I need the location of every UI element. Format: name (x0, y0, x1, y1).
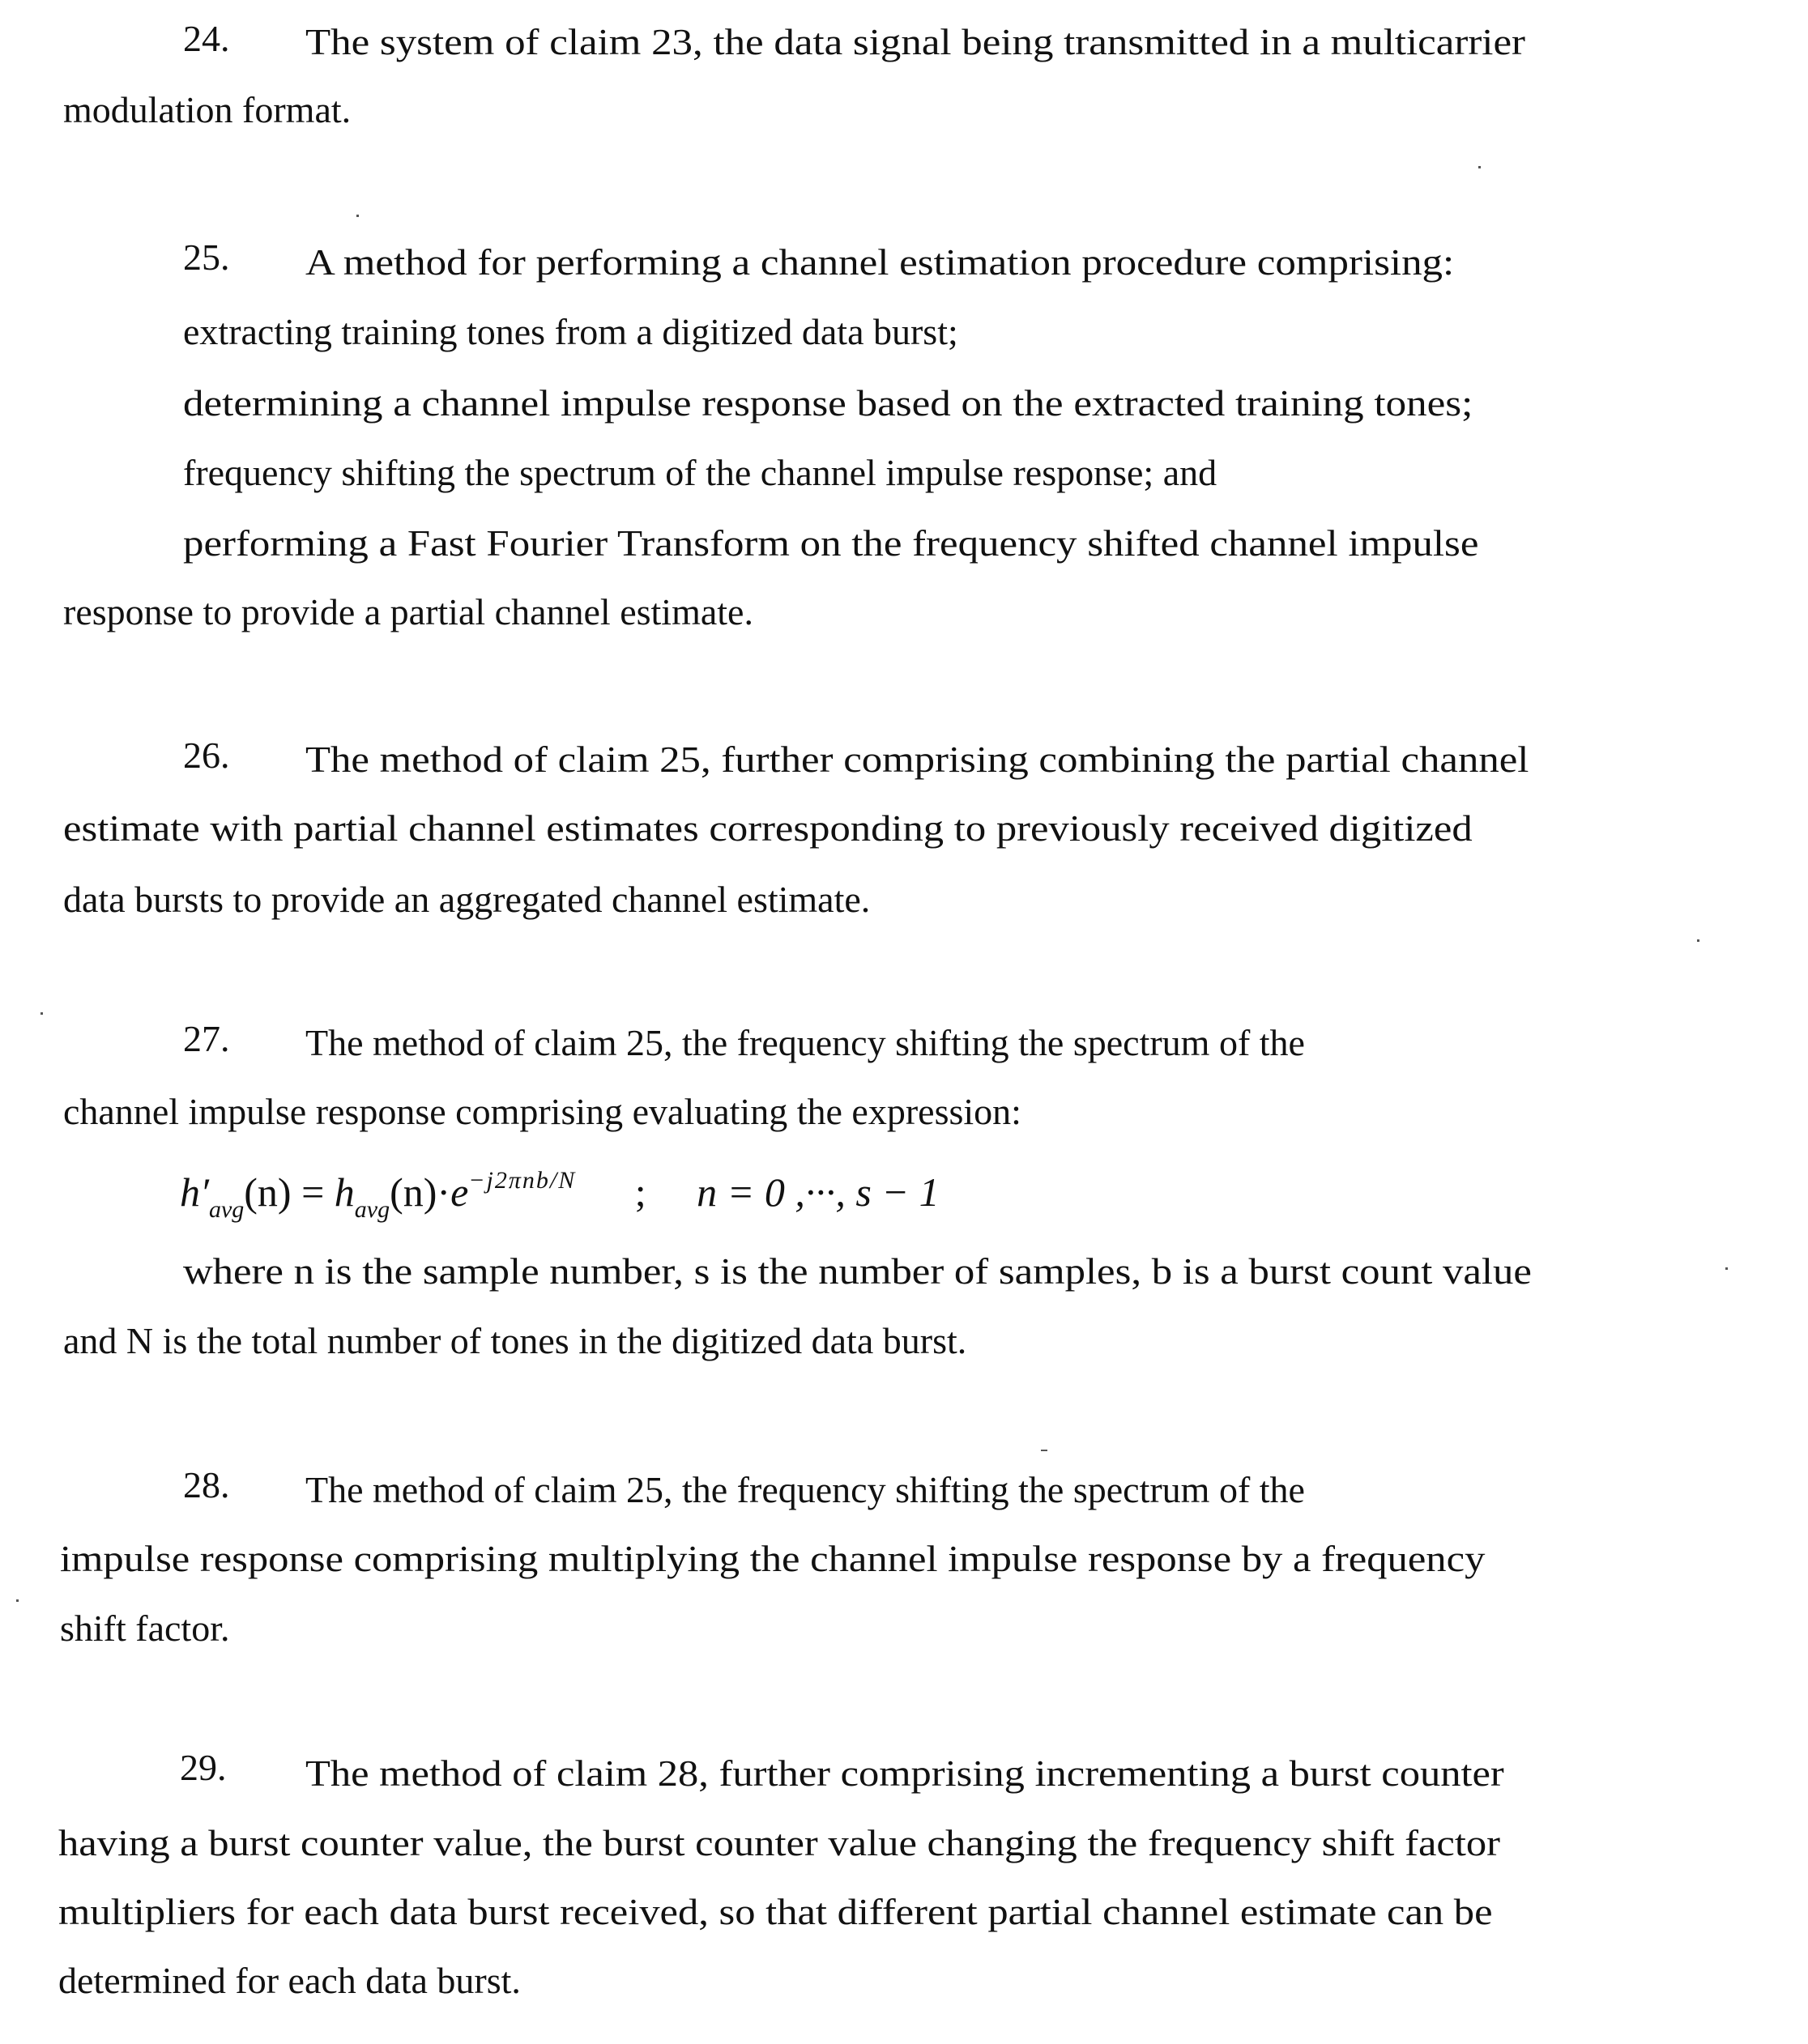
eq-rhs-subscript: avg (354, 1196, 390, 1223)
scan-speck (1697, 939, 1699, 942)
eq-rhs-symbol: h (334, 1169, 355, 1215)
claim-text-line: estimate with partial channel estimates corresponding to previously received digitized (63, 807, 1473, 849)
claim-number: 25. (183, 236, 230, 278)
scan-speck (1041, 1450, 1047, 1451)
claim-step-line: performing a Fast Fourier Transform on the frequency shifted channel impulse (183, 522, 1479, 564)
claim-text-line: The method of claim 25, further comprising combining the partial channel (305, 739, 1529, 780)
claim-step-line: extracting training tones from a digitized data burst; (183, 311, 958, 352)
claim-text-line: and N is the total number of tones in the digitized data burst. (63, 1320, 967, 1361)
scan-speck (1478, 166, 1481, 168)
scan-speck (1725, 1267, 1728, 1270)
eq-base: e (450, 1169, 469, 1215)
claim-number: 27. (183, 1018, 230, 1059)
eq-lhs-subscript: avg (208, 1196, 245, 1223)
claim-text-line: shift factor. (60, 1608, 230, 1649)
eq-lhs-symbol: h′ (180, 1169, 209, 1215)
claim-step-line: determining a channel impulse response based on the extracted training tones; (183, 382, 1473, 424)
frequency-shift-equation (180, 1156, 940, 1234)
claim-number: 24. (183, 18, 230, 59)
eq-equals: = (301, 1169, 325, 1215)
claim-step-line: frequency shifting the spectrum of the channel impulse response; and (183, 452, 1217, 493)
claim-text-line: determined for each data burst. (58, 1960, 521, 2001)
eq-separator: ; (634, 1169, 646, 1215)
claim-text-line: channel impulse response comprising evaluating the expression: (63, 1091, 1021, 1132)
claim-text-line: The system of claim 23, the data signal being transmitted in a multicarrier (305, 21, 1526, 62)
eq-lhs-argument: (n) (244, 1169, 292, 1215)
claim-text-line: The method of claim 25, the frequency shifting the spectrum of the (305, 1469, 1305, 1510)
scan-speck (16, 1599, 19, 1602)
claim-text-line: where n is the sample number, s is the number of samples, b is a burst count value (183, 1250, 1532, 1292)
claim-text-line: The method of claim 28, further comprising incrementing a burst counter (305, 1752, 1504, 1794)
eq-exponent: −j2πnb/N (468, 1167, 577, 1194)
claim-text-line: A method for performing a channel estimation procedure comprising: (305, 241, 1455, 283)
claim-text-line: having a burst counter value, the burst counter value changing the frequency shift factor (58, 1822, 1500, 1863)
claim-text-line: response to provide a partial channel estimate. (63, 591, 753, 632)
claim-text-line: The method of claim 25, the frequency shifting the spectrum of the (305, 1022, 1305, 1063)
scan-speck (356, 215, 359, 217)
claim-text-line: impulse response comprising multiplying the channel impulse response by a frequency (60, 1538, 1486, 1579)
claim-text-line: data bursts to provide an aggregated channel estimate. (63, 879, 871, 920)
claim-number: 28. (183, 1464, 230, 1505)
eq-range: n = 0 ,···, s − 1 (697, 1169, 940, 1215)
eq-dot: · (437, 1169, 451, 1215)
claim-text-line: modulation format. (63, 89, 352, 130)
scan-speck (41, 1012, 43, 1015)
claim-text-line: multipliers for each data burst received, so that different partial channel estimate can be (58, 1891, 1493, 1932)
claim-number: 26. (183, 735, 230, 776)
claim-number: 29. (180, 1747, 227, 1788)
eq-rhs-argument: (n) (390, 1169, 437, 1215)
